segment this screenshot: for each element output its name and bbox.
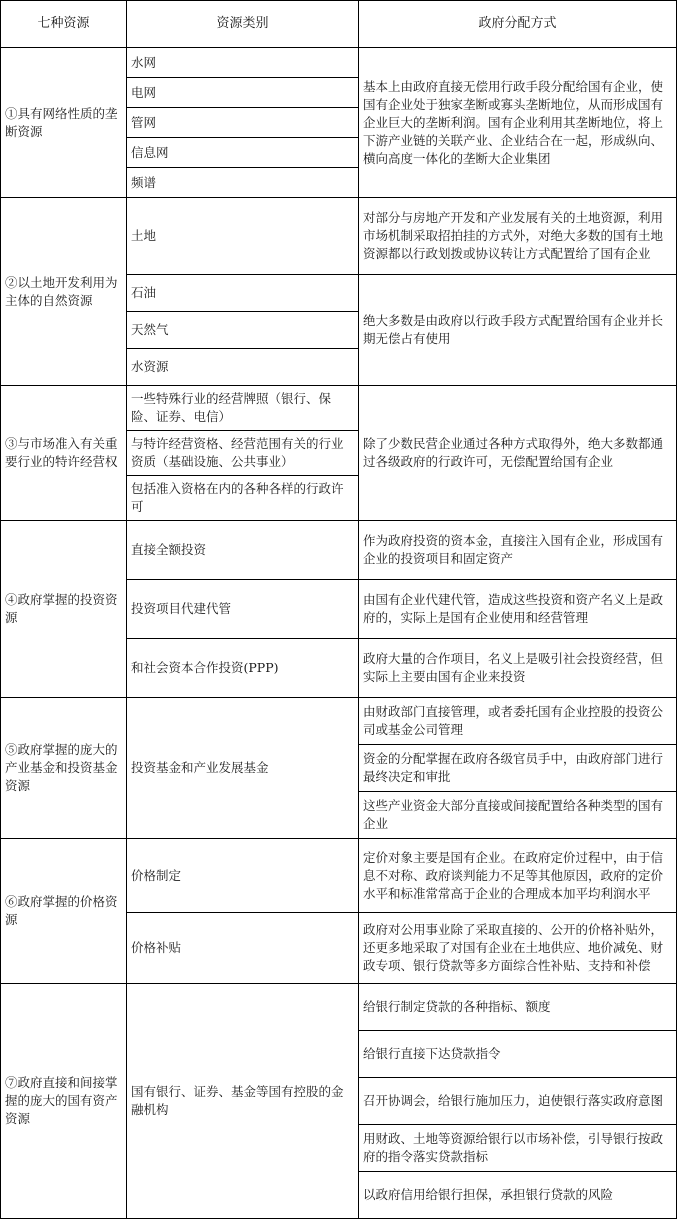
method-cell: 这些产业资金大部分直接或间接配置给各种类型的国有企业 bbox=[359, 792, 677, 839]
category-cell: 价格补贴 bbox=[127, 913, 359, 984]
method-cell: 以政府信用给银行担保，承担银行贷款的风险 bbox=[359, 1172, 677, 1219]
category-cell: 石油 bbox=[127, 275, 359, 312]
table-row bbox=[1, 521, 677, 580]
method-cell: 对部分与房地产开发和产业发展有关的土地资源，利用市场机制采取招拍挂的方式外，对绝大多数的国有土地资源都以行政划拨或协议转让方式配置给了国有企业 bbox=[359, 198, 677, 275]
method-cell: 由国有企业代建代管，造成这些投资和资产名义上是政府的，实际上是国有企业使用和经营管理 bbox=[359, 580, 677, 639]
method-cell: 由财政部门直接管理，或者委托国有企业控股的投资公司或基金公司管理 bbox=[359, 698, 677, 745]
method-cell: 定价对象主要是国有企业。在政府定价过程中，由于信息不对称、政府谈判能力不足等其他原因，政府的定价水平和标准常常高于企业的合理成本加平均利润水平 bbox=[359, 839, 677, 913]
header-category: 资源类别 bbox=[127, 1, 359, 48]
resource-cell: ②以土地开发利用为主体的自然资源 bbox=[1, 198, 127, 386]
method-cell: 政府对公用事业除了采取直接的、公开的价格补贴外，还更多地采取了对国有企业在土地供应、地价减免、财政专项、银行贷款等多方面综合性补贴、支持和补偿 bbox=[359, 913, 677, 984]
category-cell: 和社会资本合作投资(PPP) bbox=[127, 639, 359, 698]
category-cell: 电网 bbox=[127, 78, 359, 108]
resource-cell: ①具有网络性质的垄断资源 bbox=[1, 48, 127, 198]
category-cell: 频谱 bbox=[127, 168, 359, 198]
method-cell: 基本上由政府直接无偿用行政手段分配给国有企业，使国有企业处于独家垄断或寡头垄断地位，从而形成国有企业巨大的垄断利润。国有企业利用其垄断地位，将上下游产业链的关联产业、企业结合在一起，形成纵向、横向高度一体化的垄断大企业集团 bbox=[359, 48, 677, 198]
category-cell: 信息网 bbox=[127, 138, 359, 168]
table-row bbox=[1, 698, 677, 745]
category-cell: 投资基金和产业发展基金 bbox=[127, 698, 359, 839]
table-row bbox=[1, 839, 677, 913]
category-cell: 包括准入资格在内的各种各样的行政许可 bbox=[127, 476, 359, 521]
table-row bbox=[1, 198, 677, 275]
category-cell: 水资源 bbox=[127, 349, 359, 386]
resource-cell: ⑦政府直接和间接掌握的庞大的国有资产资源 bbox=[1, 984, 127, 1219]
category-cell: 价格制定 bbox=[127, 839, 359, 913]
method-cell: 除了少数民营企业通过各种方式取得外，绝大多数都通过各级政府的行政许可，无偿配置给国有企业 bbox=[359, 386, 677, 521]
header-resource: 七种资源 bbox=[1, 1, 127, 48]
resource-cell: ⑤政府掌握的庞大的产业基金和投资基金资源 bbox=[1, 698, 127, 839]
method-cell: 用财政、土地等资源给银行以市场补偿，引导银行按政府的指令落实贷款指标 bbox=[359, 1125, 677, 1172]
table-row bbox=[1, 386, 677, 431]
method-cell: 给银行直接下达贷款指令 bbox=[359, 1031, 677, 1078]
category-cell: 水网 bbox=[127, 48, 359, 78]
category-cell: 土地 bbox=[127, 198, 359, 275]
table-row bbox=[1, 984, 677, 1031]
method-cell: 作为政府投资的资本金，直接注入国有企业，形成国有企业的投资项目和固定资产 bbox=[359, 521, 677, 580]
table-row bbox=[1, 48, 677, 78]
resource-cell: ③与市场准入有关重要行业的特许经营权 bbox=[1, 386, 127, 521]
category-cell: 国有银行、证券、基金等国有控股的金融机构 bbox=[127, 984, 359, 1219]
category-cell: 与特许经营资格、经营范围有关的行业资质（基础设施、公共事业） bbox=[127, 431, 359, 476]
method-cell: 召开协调会，给银行施加压力，迫使银行落实政府意图 bbox=[359, 1078, 677, 1125]
method-cell: 给银行制定贷款的各种指标、额度 bbox=[359, 984, 677, 1031]
category-cell: 管网 bbox=[127, 108, 359, 138]
method-cell: 绝大多数是由政府以行政手段方式配置给国有企业并长期无偿占有使用 bbox=[359, 275, 677, 386]
category-cell: 投资项目代建代管 bbox=[127, 580, 359, 639]
header-allocation-method: 政府分配方式 bbox=[359, 1, 677, 48]
method-cell: 资金的分配掌握在政府各级官员手中，由政府部门进行最终决定和审批 bbox=[359, 745, 677, 792]
method-cell: 政府大量的合作项目，名义上是吸引社会投资经营，但实际上主要由国有企业来投资 bbox=[359, 639, 677, 698]
resource-cell: ④政府掌握的投资资源 bbox=[1, 521, 127, 698]
header-row bbox=[1, 1, 677, 48]
category-cell: 直接全额投资 bbox=[127, 521, 359, 580]
category-cell: 一些特殊行业的经营牌照（银行、保险、证券、电信） bbox=[127, 386, 359, 431]
category-cell: 天然气 bbox=[127, 312, 359, 349]
resource-cell: ⑥政府掌握的价格资源 bbox=[1, 839, 127, 984]
